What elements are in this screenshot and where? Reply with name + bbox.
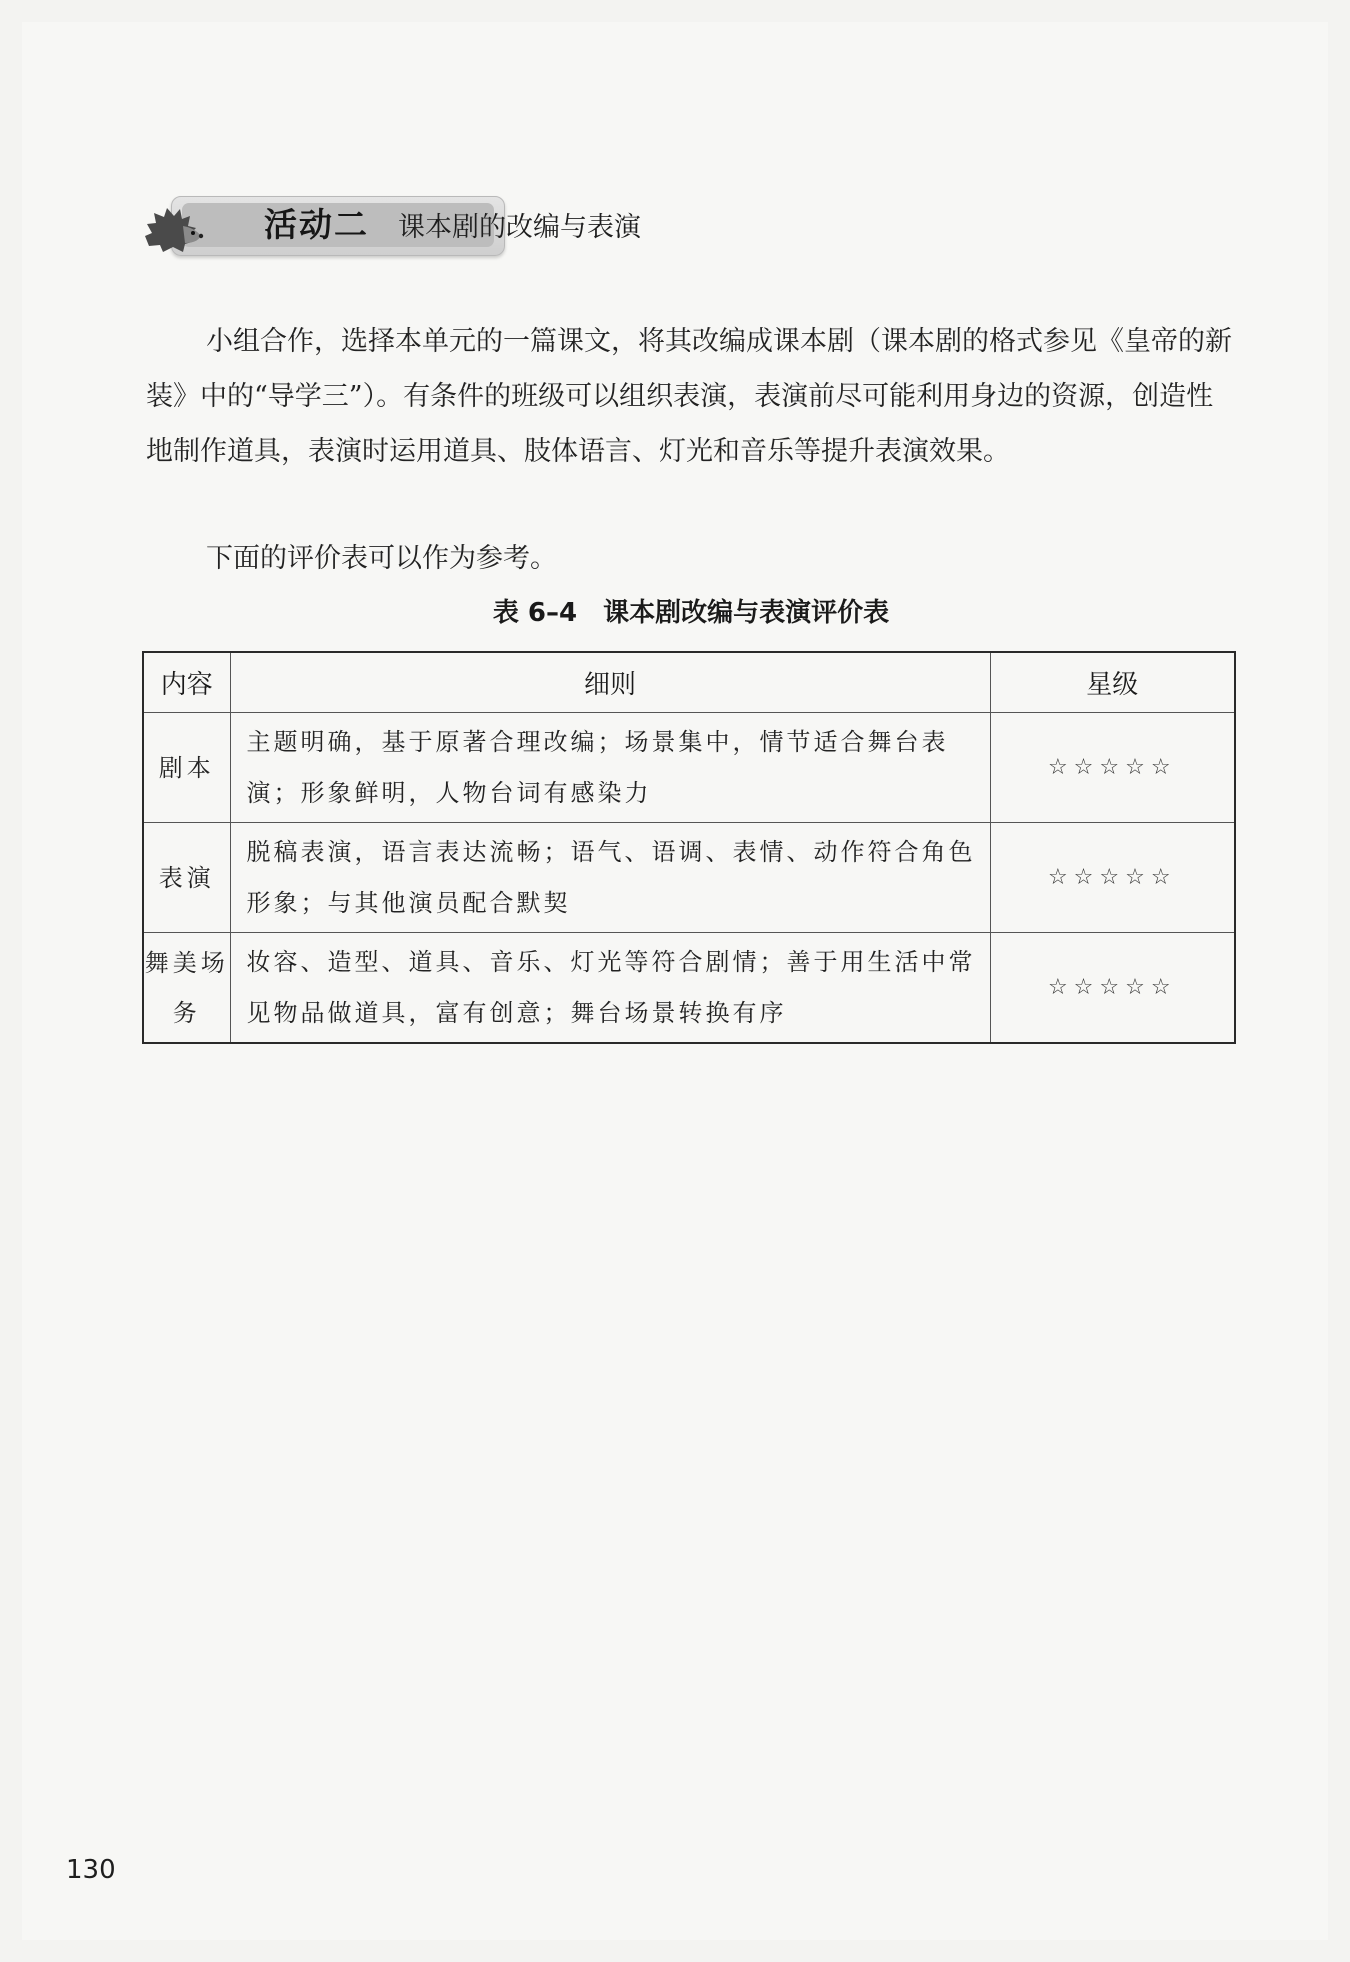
header-detail: 细则 xyxy=(230,652,990,713)
star-rating: ☆☆☆☆☆ xyxy=(990,713,1235,823)
activity-subtitle: 课本剧的改编与表演 xyxy=(398,212,641,243)
evaluation-table xyxy=(142,651,1236,1044)
table-row xyxy=(143,933,1235,1044)
table-caption-title: 课本剧改编与表演评价表 xyxy=(603,598,890,628)
table-caption xyxy=(146,593,1236,633)
row-detail-cell: 妆容、造型、道具、音乐、灯光等符合剧情；善于用生活中常见物品做道具，富有创意；舞台场景转换有序 xyxy=(230,933,990,1044)
header-stars: 星级 xyxy=(990,652,1235,713)
activity-badge-title: 活动二 xyxy=(264,205,369,244)
table-row xyxy=(143,713,1235,823)
star-rating: ☆☆☆☆☆ xyxy=(990,823,1235,933)
row-content-cell: 剧本 xyxy=(143,713,230,823)
header-content: 内容 xyxy=(143,652,230,713)
page-number: 130 xyxy=(66,1855,116,1885)
intro-paragraph: 小组合作，选择本单元的一篇课文，将其改编成课本剧（课本剧的格式参见《皇帝的新装》中的“导学三”）。有条件的班级可以组织表演，表演前尽可能利用身边的资源，创造性地制作道具，表演时运用道具、肢体语言、灯光和音乐等提升表演效果。 xyxy=(146,326,1232,467)
table-hint-paragraph: 下面的评价表可以作为参考。 xyxy=(206,543,557,574)
row-content-cell: 舞美场务 xyxy=(143,933,230,1044)
activity-header xyxy=(143,196,1043,258)
row-detail-cell: 主题明确，基于原著合理改编；场景集中，情节适合舞台表演；形象鲜明，人物台词有感染力 xyxy=(230,713,990,823)
table-header-row xyxy=(143,652,1235,713)
row-content-cell: 表演 xyxy=(143,823,230,933)
hedgehog-icon xyxy=(143,206,205,254)
star-rating: ☆☆☆☆☆ xyxy=(990,933,1235,1044)
table-row xyxy=(143,823,1235,933)
row-detail-cell: 脱稿表演，语言表达流畅；语气、语调、表情、动作符合角色形象；与其他演员配合默契 xyxy=(230,823,990,933)
table-caption-number: 表 6–4 xyxy=(492,598,578,628)
